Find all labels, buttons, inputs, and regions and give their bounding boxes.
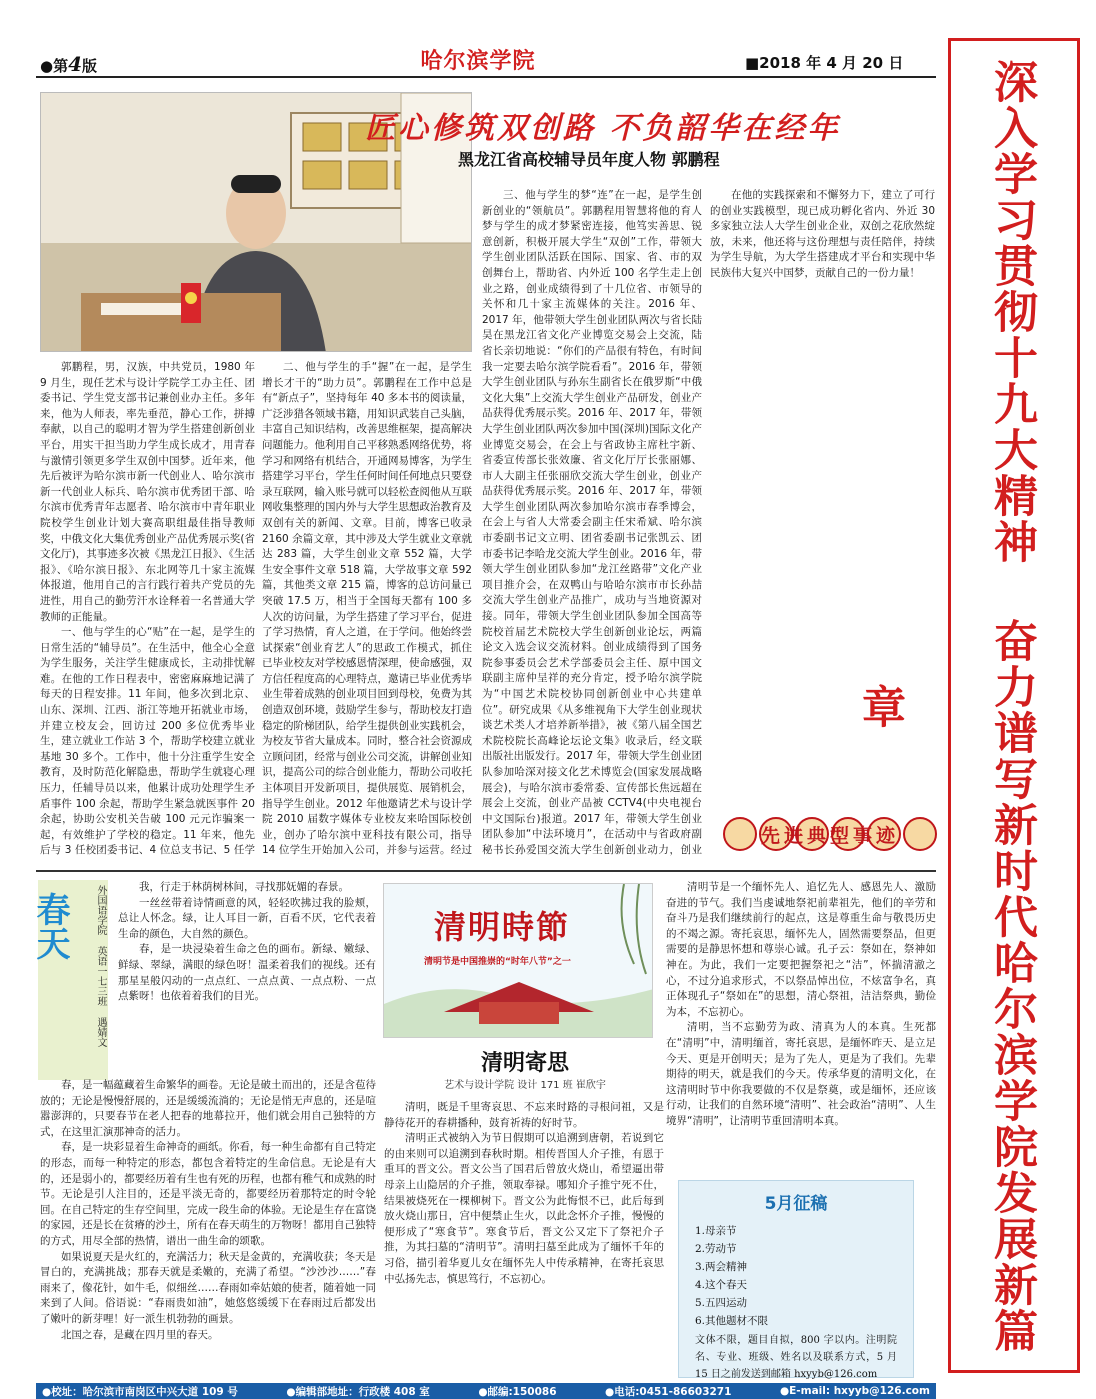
issue-date: ■2018 年 4 月 20 日	[745, 54, 904, 72]
footer-email[interactable]: ●E-mail: hxyyb@126.com	[779, 1385, 930, 1397]
qingming-paragraph: 清明，既是千里寄哀思、不忘来时路的寻根问祖，又是静待花开的春耕播种，鼓育祈祷的好时节。	[384, 1101, 664, 1129]
qingming-paragraph: 清明正式被纳入为节日假期可以追溯到唐朝，若说到它的由来则可以追溯到春秋时期。相传晋国人介子推，有恩于重耳的晋文公。晋文公当了国君后曾放火烧山，希望逼出带母亲上山隐居的介子推，领取奉禄。哪知介子推宁死不仕，结果被烧死在一棵柳树下。晋文公为此悔恨不已，此后每到放火烧山那日，宫中便禁止生火，以此念怀介子推，慢慢的便形成了“寒食节”。寒食节后，晋文公又定下了祭祀介子推，为其扫墓的“清明节”。清明扫墓至此成为了缅怀千年的习俗，描引着华夏儿女在缅怀先人中传承精神，在寄托哀思中弘扬先志，慎思笃行，不忘初心。	[384, 1132, 664, 1285]
qingming-title: 清明寄思	[480, 1050, 569, 1076]
list-item: 6.其他题材不限	[695, 1315, 769, 1327]
submissions-box	[678, 1180, 914, 1378]
list-item: 3.两会精神	[695, 1261, 748, 1273]
feature-paragraph: 三、他与学生的梦“连”在一起，是学生创新创业的“领航员”。郭鹏程用智慧将他的育人梦与学生的成才梦紧密连接，他笃实善思、锐意创新，积极开展大学生“双创”工作，带领大学生创业团队活跃在国际、国家、省、市的双创舞台上，帮助省、内外近 100 名学生走上创业之路，创业成绩得到了十几位省、市领导的关怀和几十家主流媒体的关注。2016 年、2017 年，他带领大学生创业团队两次与省长陆昊在黑龙江省文化产业博览交易会上交流，陆省长亲切地说：“你们的产品很有特色，有时间我一定要去哈尔滨学院看看”。2016 年，带领大学生创业团队与孙东生副省长在俄罗斯“中俄文化大集”上交流大学生创业产品研发，创业产品获得优秀展示奖。2016 年、2017 年，带领大学生创业团队两次参加中国(深圳)国际文化产业博览交易会，在会上与省政协主席杜宇新、省委宣传部长张效廉、省文化厅厅长张丽娜、市人大副主任张丽欣交流大学生创业，创业产品获得优秀展示奖。2016 年、2017 年，带领大学生创业团队两次参加哈尔滨市春季博会，在会上与省人大常委会副主任宋希斌、哈尔滨市委副书记文立明、团省委副书记张凯云、团市委书记李哈龙交流大学生创业。2016 年，带领大学生创业团队参加“龙江丝路带”文化产业项目推介会，在双鸭山与哈哈尔滨市市长孙喆交流大学生创业产品推广，成功与当地资源对接。同年，带领大学生创业团队参加全国高等院校首届艺术院校大学生创新创业论坛，两篇论文入选会议交流材料。创业成绩得到了国务院参事委员会艺术学部委员会主任、原中国文联副主席仲呈祥的充分肯定，授予哈尔滨学院为“中国艺术院校协同创新创业中心共建单位”。研究成果《从多维视角下大学生创业现状谈艺术类人才培养新举措》，被《第八届全国艺术院校院长高峰论坛论文集》收录后，经文联出版社出版发行。2017 年，带领大学生创业团队参加哈深对接文化艺术博览会(国家发展战略展会)，与哈尔滨市委常委、宣传部长焦远超在展会上交流，创业产品被 CCTV4(中央电视台中文国际台)报道。2017 年，带领大学生创业团队参加“中法环境月”，在活动中与省政府副秘书长孙爱国交流大学生创新创业动力，创业	[482, 189, 702, 856]
spring-paragraph: 北国之春，是藏在四月里的春天。	[61, 1328, 219, 1341]
feature-headline: 匠心修筑双创路 不负韶华在经年	[365, 111, 841, 146]
feature-column-1	[40, 360, 255, 860]
submissions-note: 文体不限，题目自拟，800 字以内。注明院名、专业、班级、姓名以及联系方式，5 月 15 日之前发送到邮箱 hxyyb@126.com	[695, 1335, 897, 1380]
footer-address: ●校址：哈尔滨市南岗区中兴大道 109 号	[42, 1385, 238, 1398]
spring-paragraph: 如果说夏天是火红的，充满活力；秋天是金黄的，充满收获；冬天是冒白的，充满挑战；那春天就是柔嫩的，充满了希望。“沙沙沙……”春雨来了，像花针，如牛毛，似细丝……春雨如牵姑娘的使者，随着她一同来到了人间。俗语说：“春雨贵如油”，她悠悠缓缓下在春雨过后都发出了嫩叶的新芽哩！好一派生机勃勃的画景。	[40, 1250, 376, 1325]
feature-paragraph: 一、他与学生的心“贴”在一起，是学生的日常生活的“辅导员”。在生活中，他全心全意为学生服务，关注学生健康成长，主动排忧解难。在他的工作日程表中，密密麻麻地记满了每天的日程安排。11 年间，他多次到北京、山东、深圳、江西、浙江等地开拓就业市场，并建立校友会，回访过 200 多位优秀毕业生，建立就业工作站 3 个，帮助学校建立就业基地 30 多个。工作中，他十分注重学生安全教育，及时防范化解隐患，帮助学生就寝心理压力，任辅导员以来，他累计成功处理学生矛盾事件 100 余起，帮助学生紧急就医事件 20 余起，协助公安机关告破 100 元元诈骗案一起，有效维护了学校的稳定。11 年来，他先后与 3 任校团委书记、4 位总支书记、5 任学	[40, 626, 255, 857]
slogan-text: 深入学习贯彻十九大精神 奋力谱写新时代哈尔滨学院发展新篇章	[854, 59, 1037, 1354]
spring-paragraph: 春，是一块彩显着生命神奇的画纸。你看，每一种生命都有自己特定的形态，而每一种特定的形态，都包含着特定的生命信息。无论是有大的，还是弱小的，都要经历着有生也有死的历程，也都有稚气和成熟的时节。无论是引人注目的，还是平淡无奇的，都要经历着那特定的时令轮回。在自己特定的生存空间里，完成一段生命的体验。无论是生存在富饶的家园，还是长在贫瘠的沙土，所有在春天萌生的万物呀！都用自己独特的方式，用尽全部的热情，谱出一曲生命的颂歌。	[40, 1141, 376, 1247]
page-number-label: ●第4版	[40, 52, 98, 76]
spring-column-bottom	[40, 1078, 376, 1378]
qingming-column-right	[666, 880, 936, 1172]
feature-column-2	[262, 360, 472, 860]
feature-subheadline: 黑龙江省高校辅导员年度人物 郭鹏程	[458, 150, 720, 169]
spring-column-top	[118, 880, 376, 1076]
feature-column-4	[710, 188, 935, 803]
qingming-art-title: 清明時節	[434, 908, 571, 946]
qingming-art-subtitle: 清明节是中国推崇的“时年八节”之一	[424, 957, 571, 967]
footer-bar	[36, 1383, 936, 1399]
feature-paragraph: 二、他与学生的手“握”在一起，是学生增长才干的“助力员”。郭鹏程在工作中总是有“新点子”，坚持每年 40 多本书的阅读量，广泛涉猎各领域书籍，用知识武装自己头脑，丰富自己知识结构，改善思维框架，提高解决问题能力。他利用自己平移熟悉网络优势，将学习和网络有机结合，开通网易博客，为学生搭建学习平台，学生任何时间任何地点只要登录互联网，输入账号就可以轻松查阅他从互联网收集整理的国内外与大学生思想政治教育及双创有关的新闻、文章。目前，博客已收录 2160 余篇文章，其中涉及大学生就业文章就达 283 篇，大学生创业文章 552 篇，大学生安全事件文章 518 篇，大学故事文章 592 篇，其他类文章 215 篇，博客的总访问量已突破 17.5 万，相当于全国每天都有 100 多人次的访问量，为学生搭建了学习平台，促进了学习热情，育人之道，在于学问。他始终尝试探索“创业育艺人”的思政工作模式，抓住已毕业校友对学校感恩情深理，使命感强，双方信任程度高的心理特点，邀请已毕业优秀毕业生带着成熟的创业项目回到母校，免费为其创造双创环境，鼓励学生参与，帮助校友打造稳定的阶梯团队，给学生提供创业实践机会，为校友节省大量成本。同时，整合社会资源成立顾问团，经常与创业公司交流，讲解创业知识，提高公司的综合创业能力，帮助公司收托主体项目开发新项目，提供展览、展销机会，指导学生创业。2012 年他邀请艺术与设计学院 2010 届数字媒体专业校友来哈国际校创业，创办了哈尔滨中亚科技有限公司，指导 14 位学生开始加入公司，并参与运营。经过	[262, 361, 472, 857]
spring-paragraph: 春，是一幅蕴藏着生命繁华的画卷。无论是破土而出的，还是含苞待放的；无论是慢慢舒展的，还是缓缓流淌的；无论是悄无声息的，还是喧嚣澎湃的，只要春节在老人把春的地幕拉开，他们就会用自己独特的方式，在这里汇演那神奇的活力。	[40, 1079, 376, 1138]
masthead: 哈尔滨学院	[420, 48, 536, 74]
list-item: 5.五四运动	[695, 1297, 748, 1309]
feature-paragraph: 在他的实践探索和不懈努力下，建立了可行的创业实践模型，现已成功孵化省内、外近 30 多家独立法人大学生创业企业，双创之花欣然绽放，未来，他还将与这份理想与责任陪伴，持续为学生导航，为大学生搭建成才平台和实现中华民族伟大复兴中国梦，贡献自己的一份力量！	[710, 189, 935, 279]
list-item: 4.这个春天	[695, 1279, 748, 1291]
spring-paragraph: 一丝丝带着诗情画意的风，轻轻吹拂过我的脸颊，总让人怀念。绿，让人耳目一新，百看不厌，它代表着生命的颜色，大自然的颜色。	[118, 896, 376, 940]
qingming-paragraph: 清明，当不忘勤劳为政、清真为人的本真。生死都在“清明”中，清明缅首，寄托哀思，是缅怀昨天、是立足今天、更是开创明天；是为了先人，更是为了我们。先辈期待的明天，就是我们的今天。传承华夏的清明文化，在这清明时节中你我要做的不仅是祭奠，或是缅怀，还应该行动，让我们的自然环境“清明”、社会政治“清明”、人生境界“清明”，让清明节重回清明本真。	[666, 1021, 936, 1127]
qingming-column-left	[384, 1100, 664, 1378]
footer-phone: ●电话:0451-86603271	[605, 1385, 732, 1398]
section-rule	[36, 870, 936, 872]
spring-paragraph: 我，行走于林荫树林间，寻找那妩媚的春景。	[139, 881, 349, 893]
qingming-byline: 艺术与设计学院 设计 171 班 崔欣宇	[444, 1080, 606, 1091]
qingming-paragraph: 清明节是一个缅怀先人、追忆先人、感恩先人、激励奋进的节气。我们当虔诚地祭祀前辈祖先，他们的辛劳和奋斗乃是我们继续前行的起点，这是尊重生命与敬畏历史的不竭之源。寄托哀思，缅怀先人，固然需要祭品，但更需要的是静思怀想和尊崇心诚。孔子云：祭如在，祭神如神在。为此，我们一定要把握祭祀之“洁”，怀揣清澈之心，不过分追求形式，不以祭品悼出位，不炫富争名，真正体现孔子“祭如在”的思想，清心祭祖，洁洁祭典，勤俭为本，不忘初心。	[666, 881, 936, 1018]
slogan-banner	[854, 38, 1080, 1373]
list-item: 2.劳动节	[695, 1243, 737, 1255]
footer-postcode: ●邮编:150086	[478, 1385, 557, 1398]
feature-paragraph: 郭鹏程，男，汉族，中共党员，1980 年 9 月生，现任艺术与设计学院学工办主任、团委书记、学生党支部书记兼创业办主任。多年来，他为人师表，率先垂范，静心工作，拼搏奉献，以自己的聪明才智为学生搭建创新创业平台，用实干担当助力学生成长成才，用青春与激情引领更多学生双创中国梦。近年来，他先后被评为哈尔滨市新一代创业人、哈尔滨市新一代创业人标兵、哈尔滨市优秀团干部、哈尔滨市优秀青年志愿者、哈尔滨市中青年职业院校学生创业计划大赛高职组最佳指导教师奖，中俄文化大集优秀创业产品优秀展示奖(省文化厅)，其事迹多次被《黑龙江日报》、《生活报》、《哈尔滨日报》、东北网等几十家主流媒体报道，他用自己的言行践行着共产党员的先进性，用自己的勤劳汗水诠释着一名普通大学教师的正能量。	[40, 361, 255, 623]
list-item: 1.母亲节	[695, 1225, 737, 1237]
column-label: 先进典型事迹	[760, 825, 899, 847]
footer-editorial: ●编辑部地址：行政楼 408 室	[286, 1385, 430, 1398]
header-rule	[36, 76, 936, 78]
spring-author: 外国语学院 英语一七三班 遇婧文	[95, 885, 106, 1047]
submissions-list	[695, 1222, 897, 1330]
spring-title: 春天	[30, 892, 70, 960]
submissions-title: 5月征稿	[764, 1194, 828, 1214]
qingming-artwork	[383, 883, 653, 1038]
spring-paragraph: 春，是一块浸染着生命之色的画布。新绿、嫩绿、鲜绿、翠绿，满眼的绿色呀！温柔着我们的视线。还有那星星般闪动的一点点红、一点点黄、一点点粉、一点点紫呀！也依着着我们的目光。	[118, 943, 376, 1003]
feature-column-3	[482, 188, 702, 860]
page-number: 4	[68, 52, 83, 76]
